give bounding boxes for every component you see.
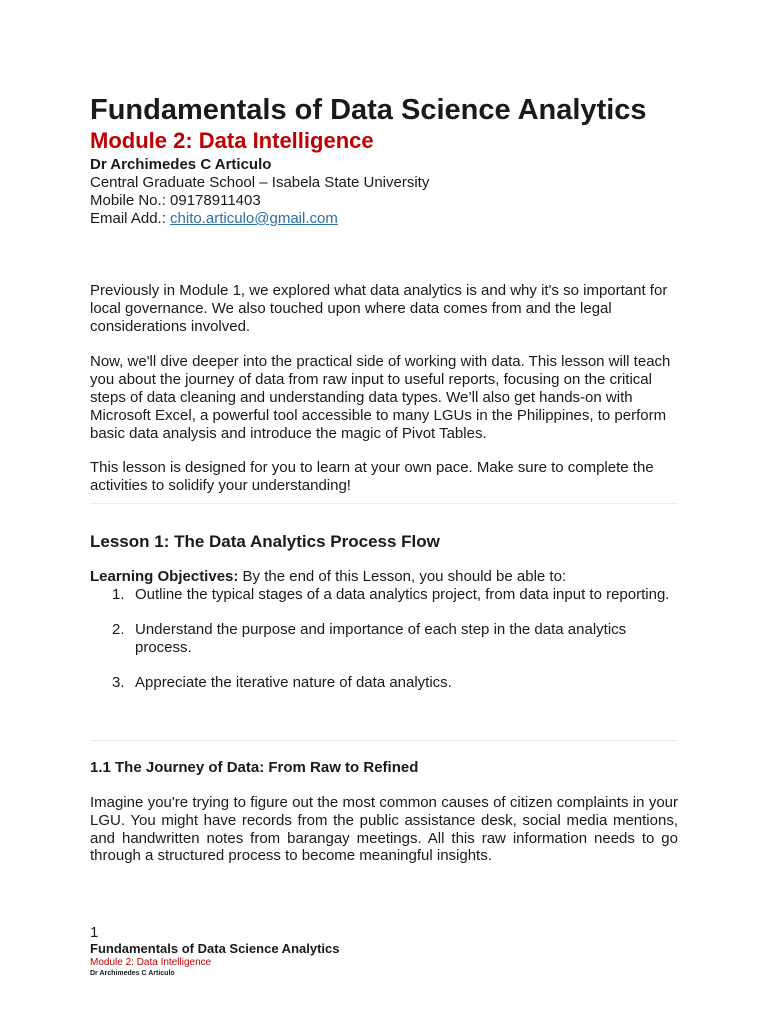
list-item [90,674,678,692]
intro-paragraph-2: Now, we'll dive deeper into the practical side of working with data. This lesson will teach you about the journey of data from raw input to useful reports, focusing on the critical steps of data cleaning and understanding data types. We’ll also get hands-on with Microsoft Excel, a powerful tool accessible to many LGUs in the Philippines, to perform basic data analysis and introduce the magic of Pivot Tables. [90,353,671,442]
spacer [90,777,678,794]
module-subtitle: Module 2: Data Intelligence [90,128,374,153]
section-paragraph: Imagine you're trying to figure out the most common causes of citizen complaints in your LGU. You might have records from the public assistance desk, social media mentions, and handwritten notes from barangay meetings. All this raw information needs to go through a structured process to become meaningful insights. [90,793,678,865]
list-item-text: Understand the purpose and importance of each step in the data analytics process. [135,621,627,656]
spacer [90,741,678,759]
list-item-number: 1. [112,585,125,603]
footer-title: Fundamentals of Data Science Analytics [90,941,340,956]
spacer [90,495,678,503]
objectives-intro-text: By the end of this Lesson, you should be able to: [238,567,567,585]
list-item-text: Appreciate the iterative nature of data analytics. [135,674,452,692]
intro-paragraph-3: This lesson is designed for you to learn at your own pace. Make sure to complete the activities to solidify your understanding! [90,459,654,495]
author-name: Dr Archimedes C Articulo [90,156,272,173]
institution-line: Central Graduate School – Isabela State University [90,174,430,191]
list-item-number: 3. [112,674,125,692]
spacer [90,335,678,353]
mobile-line: Mobile No.: 09178911403 [90,192,261,209]
footer-author: Dr Archimedes C Articulo [90,970,175,977]
spacer [90,228,678,282]
lesson-heading: Lesson 1: The Data Analytics Process Flow [90,531,440,551]
spacer [90,553,678,568]
email-line [90,210,678,228]
section-heading: 1.1 The Journey of Data: From Raw to Refined [90,758,419,776]
document-title: Fundamentals of Data Science Analytics [90,94,647,126]
page-footer [90,924,678,978]
email-label: Email Add.: [90,210,171,227]
objectives-label: Learning Objectives: [90,567,239,585]
email-link[interactable]: chito.articulo@gmail.com [170,210,338,227]
objectives-intro [90,568,678,586]
objectives-list [90,586,678,692]
list-item-number: 2. [112,621,125,639]
spacer [90,692,678,740]
spacer [90,504,678,531]
list-item [90,586,678,604]
document-page [90,92,678,865]
footer-subtitle: Module 2: Data Intelligence [90,957,212,968]
page-number: 1 [90,924,99,941]
intro-paragraph-1: Previously in Module 1, we explored what data analytics is and why it's so important for local governance. We also touched upon where data comes from and the legal considerations involved. [90,282,668,335]
spacer [90,604,678,622]
list-item [90,621,678,657]
spacer [90,442,678,459]
list-item-text: Outline the typical stages of a data analytics project, from data input to reporting. [135,585,670,603]
spacer [90,657,678,675]
